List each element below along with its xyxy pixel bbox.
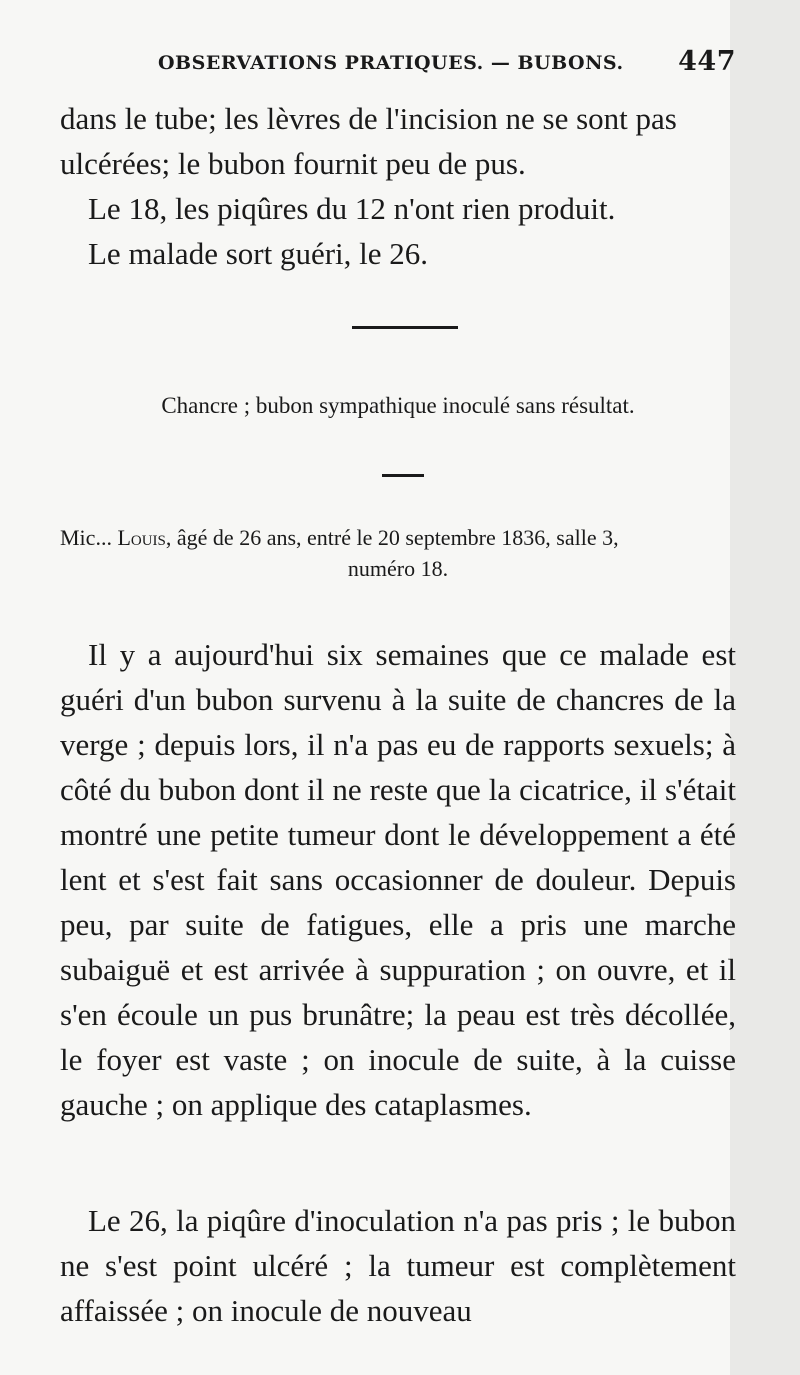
text-line: dans le tube; les lèvres de l'incision ne se sont pas bbox=[60, 101, 677, 136]
patient-entry bbox=[60, 522, 736, 584]
running-header bbox=[158, 46, 736, 80]
continued-paragraph bbox=[60, 96, 736, 276]
text-line: ulcérées; le bubon fournit peu de pus. bbox=[60, 146, 526, 181]
body-text: Le 26, la piqûre d'inoculation n'a pas pris ; le bubon ne s'est point ulcéré ; la tumeur est complètement affaissée ; on inocule de nouveau bbox=[60, 1203, 736, 1328]
followup-paragraph bbox=[60, 1198, 736, 1333]
page-number: 447 bbox=[678, 46, 736, 77]
text-line: Le 18, les piqûres du 12 n'ont rien produit. bbox=[88, 191, 616, 226]
case-paragraph bbox=[60, 632, 736, 1127]
patient-prefix: Mic... bbox=[60, 525, 112, 550]
patient-name: Louis bbox=[117, 525, 166, 550]
section-divider bbox=[352, 326, 458, 329]
section-caption: Chancre ; bubon sympathique inoculé sans résultat. bbox=[161, 393, 635, 418]
caption-divider bbox=[382, 474, 424, 477]
text-line: Le malade sort guéri, le 26. bbox=[88, 236, 429, 271]
patient-details: , âgé de 26 ans, entré le 20 septembre 1836, salle 3, bbox=[165, 525, 619, 550]
body-text: Il y a aujourd'hui six semaines que ce malade est guéri d'un bubon survenu à la suite de chancres de la verge ; depuis lors, il n'a pas eu de rapports sexuels; à côté du bubon dont il ne reste que la cicatrice, il s'était montré une petite tumeur dont le développement a été lent et s'est fait sans occasionner de douleur. Depuis peu, par suite de fatigues, elle a pris une marche subaiguë et est arrivée à suppuration ; on ouvre, et il s'en écoule un pus brunâtre; la peau est très décollée, le foyer est vaste ; on inocule de suite, à la cuisse gauche ; on applique des cataplasmes. bbox=[60, 637, 736, 1122]
patient-number: numéro 18. bbox=[347, 556, 449, 581]
patient-line bbox=[60, 522, 736, 553]
running-title: OBSERVATIONS PRATIQUES. — BUBONS. bbox=[158, 52, 624, 74]
page-edge bbox=[730, 0, 800, 1375]
